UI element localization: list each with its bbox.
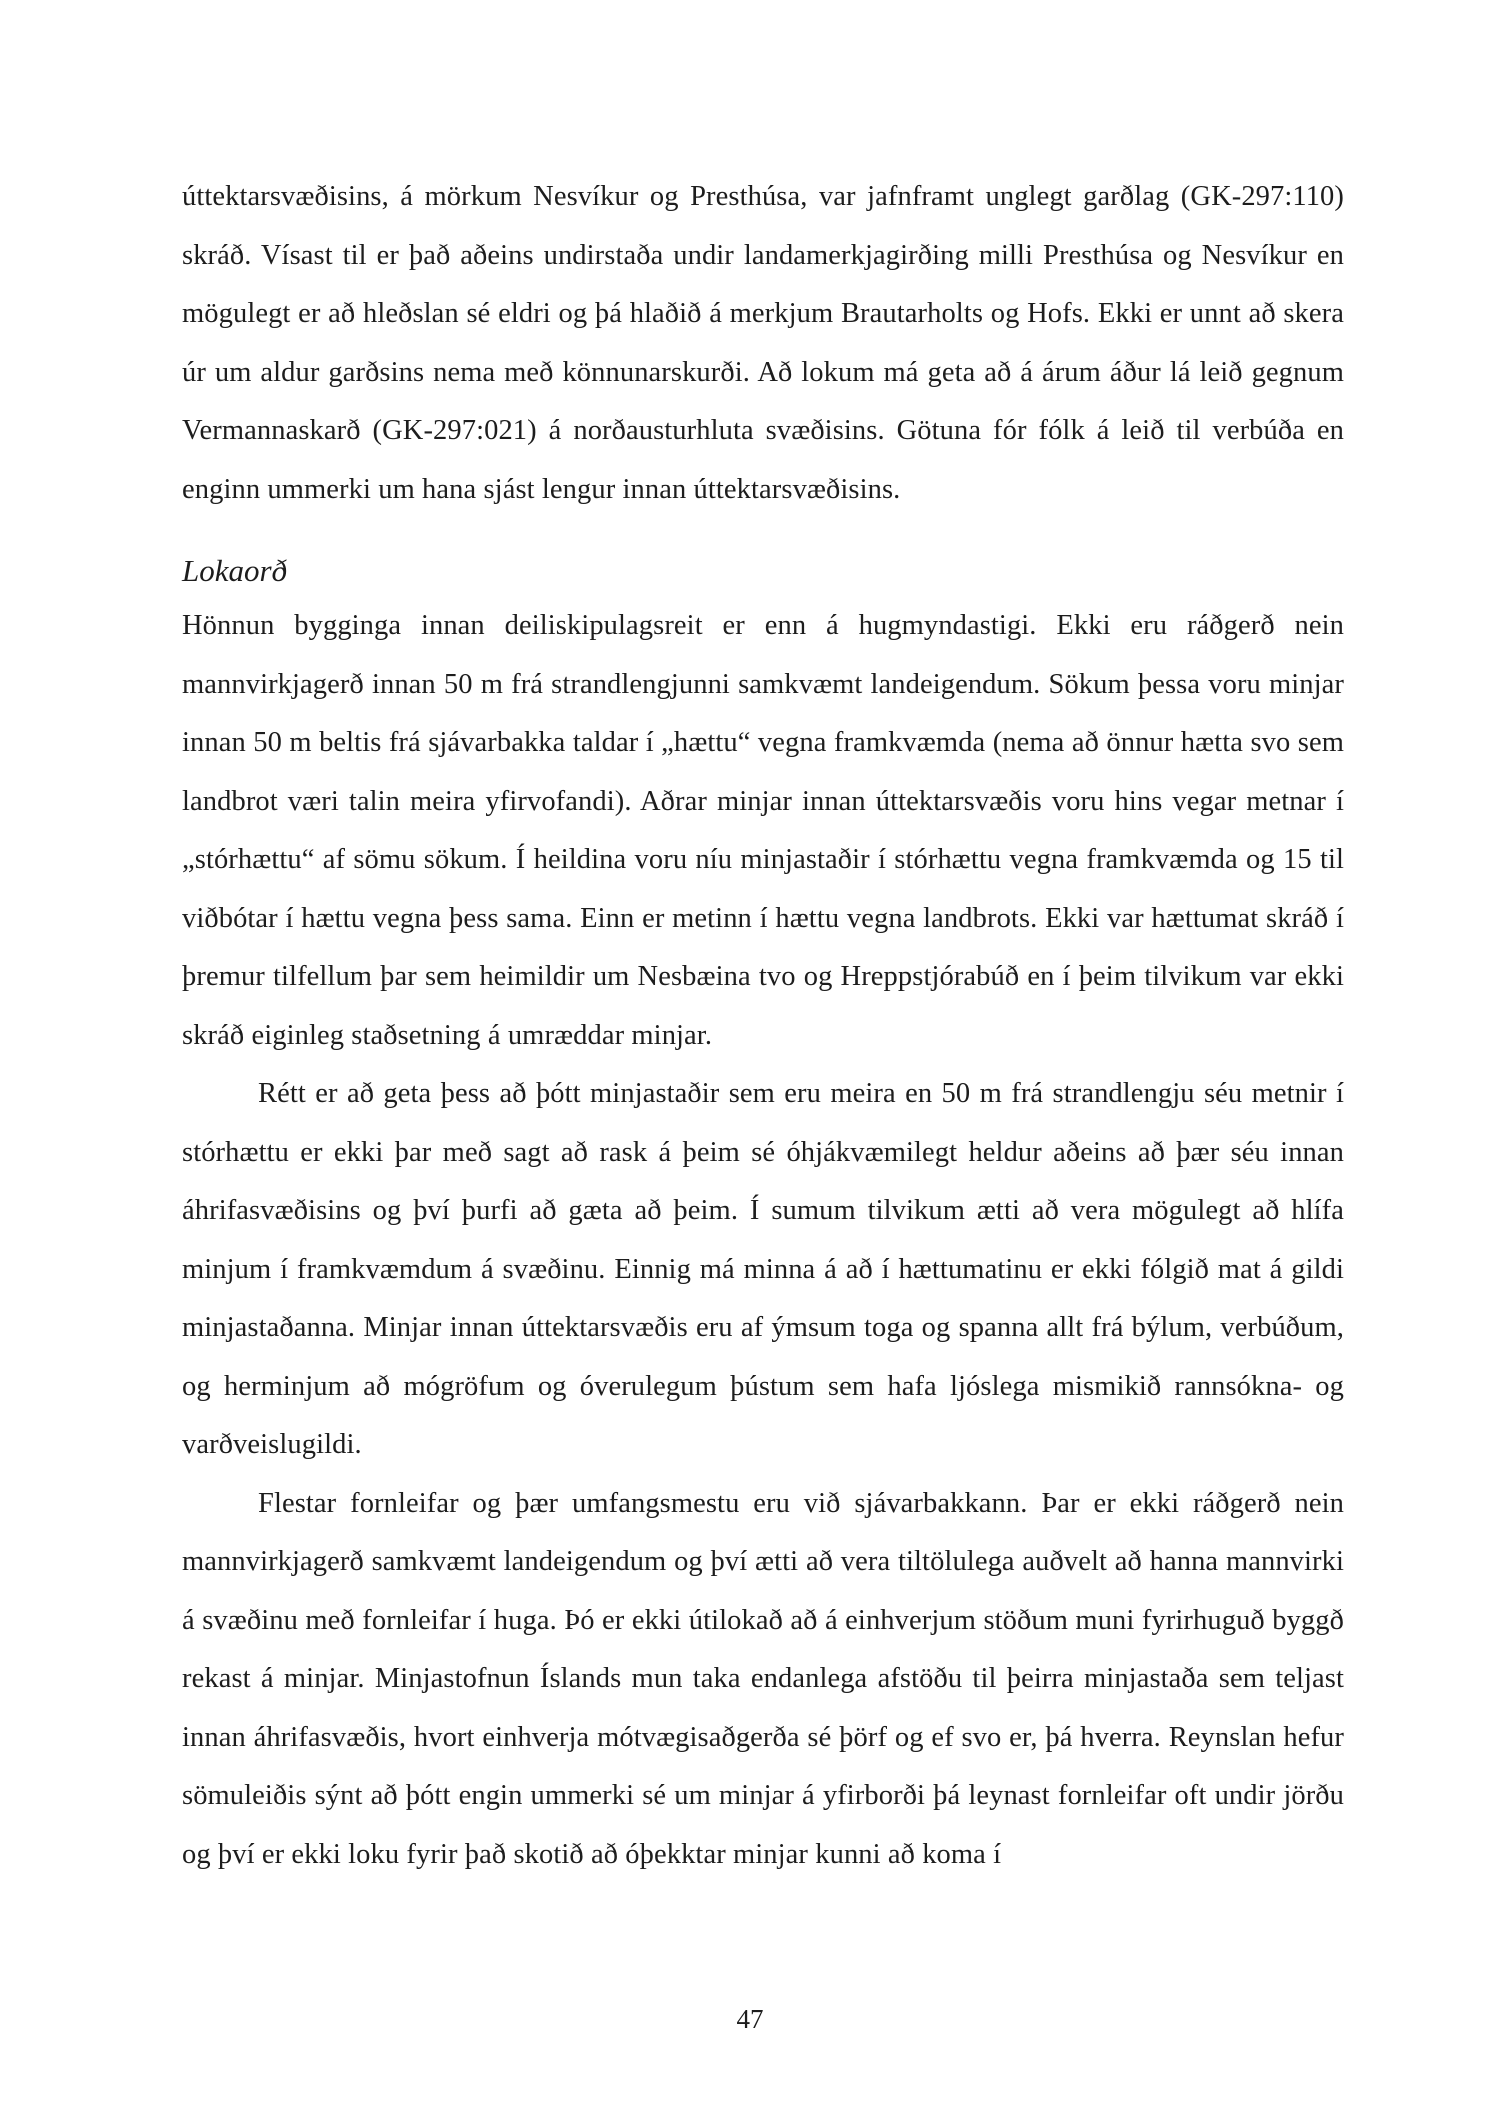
paragraph: Rétt er að geta þess að þótt minjastaðir sem eru meira en 50 m frá strandlengju séu metnir í stórhættu er ekki þar með sagt að rask á þeim sé óhjákvæmilegt heldur aðeins að þær séu innan áhrifasvæðisins og því þurfi að gæta að þeim. Í sumum tilvikum ætti að vera mögulegt að hlífa minjum í framkvæmdum á svæðinu. Einnig má minna á að í hættumatinu er ekki fólgið mat á gildi minjastaðanna. Minjar innan úttektarsvæðis eru af ýmsum toga og spanna allt frá býlum, verbúðum, og herminjum að mógröfum og óverulegum þústum sem hafa ljóslega mismikið rannsókna- og varðveislugildi.	[182, 1078, 1344, 1460]
paragraph-continuation: úttektarsvæðisins, á mörkum Nesvíkur og Presthúsa, var jafnframt unglegt garðlag (GK-297:110) skráð. Vísast til er það aðeins undirstaða undir landamerkjagirðing milli Presthúsa og Nesvíkur en mögulegt er að hleðslan sé eldri og þá hlaðið á merkjum Brautarholts og Hofs. Ekki er unnt að skera úr um aldur garðsins nema með könnunarskurði. Að lokum má geta að á árum áður lá leið gegnum Vermannaskarð (GK-297:021) á norðausturhluta svæðisins. Götuna fór fólk á leið til verbúða en enginn ummerki um hana sjást lengur innan úttektarsvæðisins.	[182, 181, 1344, 505]
page-number: 47	[736, 2004, 764, 2034]
page-content	[182, 168, 1344, 1884]
section-heading-lokaord: Lokaorð	[182, 553, 288, 588]
paragraph: Flestar fornleifar og þær umfangsmestu eru við sjávarbakkann. Þar er ekki ráðgerð nein mannvirkjagerð samkvæmt landeigendum og því ætti að vera tiltölulega auðvelt að hanna mannvirki á svæðinu með fornleifar í huga. Þó er ekki útilokað að á einhverjum stöðum muni fyrirhuguð byggð rekast á minjar. Minjastofnun Íslands mun taka endanlega afstöðu til þeirra minjastaða sem teljast innan áhrifasvæðis, hvort einhverja mótvægisaðgerða sé þörf og ef svo er, þá hverra. Reynslan hefur sömuleiðis sýnt að þótt engin ummerki sé um minjar á yfirborði þá leynast fornleifar oft undir jörðu og því er ekki loku fyrir það skotið að óþekktar minjar kunni að koma í	[182, 1487, 1344, 1870]
paragraph: Hönnun bygginga innan deiliskipulagsreit er enn á hugmyndastigi. Ekki eru ráðgerð nein mannvirkjagerð innan 50 m frá strandlengjunni samkvæmt landeigendum. Sökum þessa voru minjar innan 50 m beltis frá sjávarbakka taldar í „hættu“ vegna framkvæmda (nema að önnur hætta svo sem landbrot væri talin meira yfirvofandi). Aðrar minjar innan úttektarsvæðis voru hins vegar metnar í „stórhættu“ af sömu sökum. Í heildina voru níu minjastaðir í stórhættu vegna framkvæmda og 15 til viðbótar í hættu vegna þess sama. Einn er metinn í hættu vegna landbrots. Ekki var hættumat skráð í þremur tilfellum þar sem heimildir um Nesbæina tvo og Hreppstjórabúð en í þeim tilvikum var ekki skráð eiginleg staðsetning á umræddar minjar.	[182, 610, 1344, 1051]
